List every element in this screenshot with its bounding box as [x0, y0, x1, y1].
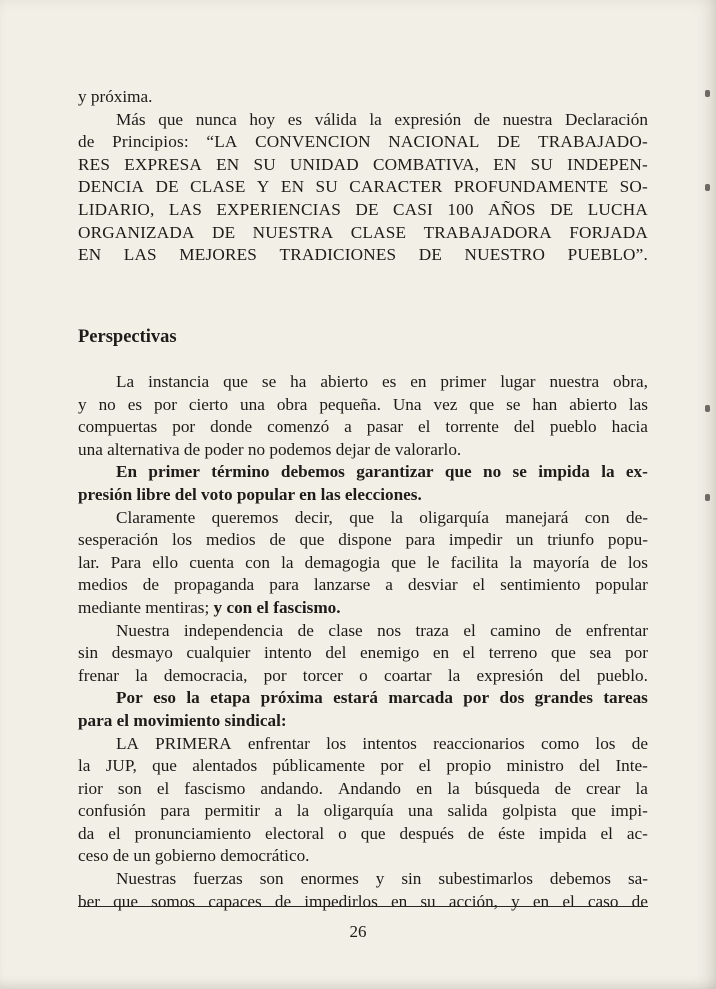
text-segment-bold: y con el fascismo. [213, 597, 341, 617]
section-heading: Perspectivas [78, 327, 177, 347]
text-line: RES EXPRESA EN SU UNIDAD COMBATIVA, EN SU INDEPEN- [78, 154, 648, 174]
text-line: ceso de un gobierno democrático. [78, 846, 310, 866]
text-line-bold: En primer término debemos garantizar que no se impida la ex- [116, 462, 648, 482]
text-line-bold: para el movimiento sindical: [78, 710, 287, 730]
text-line-mixed [78, 597, 648, 620]
text-line: confusión para permitir a la oligarquía una salida golpista que impi- [78, 801, 648, 821]
edge-mark [705, 494, 710, 501]
text-line: rior son el fascismo andando. Andando en la búsqueda de crear la [78, 778, 648, 798]
text-line: Claramente queremos decir, que la oligarquía manejará con de- [116, 507, 648, 527]
text-line: compuertas por donde comenzó a pasar el torrente del pueblo hacia [78, 417, 648, 437]
text-line: EN LAS MEJORES TRADICIONES DE NUESTRO PUEBLO”. [78, 245, 648, 265]
text-line: da el pronunciamiento electoral o que después de éste impida el ac- [78, 823, 648, 843]
text-line: Nuestra independencia de clase nos traza el camino de enfrentar [116, 620, 648, 640]
text-line: y próxima. [78, 87, 153, 106]
text-line: ber que somos capaces de impedirlos en su acción, y en el caso de [78, 891, 648, 911]
text-line: Nuestras fuerzas son enormes y sin subestimarlos debemos sa- [116, 869, 648, 889]
text-line-bold: presión libre del voto popular en las elecciones. [78, 484, 422, 504]
page-number: 26 [349, 922, 367, 941]
footer-rule [78, 906, 648, 907]
text-line: y no es por cierto una obra pequeña. Una vez que se han abierto las [78, 394, 648, 414]
text-segment: mediante mentiras; [78, 597, 210, 617]
text-line-bold: Por eso la etapa próxima estará marcada por dos grandes tareas [116, 688, 648, 708]
text-line: LA PRIMERA enfrentar los intentos reaccionarios como los de [116, 733, 648, 753]
body-text-bottom [78, 371, 648, 913]
text-line: frenar la democracia, por torcer o coartar la expresión del pueblo. [78, 665, 648, 685]
edge-mark [705, 90, 710, 97]
text-line: DENCIA DE CLASE Y EN SU CARACTER PROFUNDAMENTE SO- [78, 177, 648, 197]
text-line: sesperación los medios de que dispone para impedir un triunfo popu- [78, 530, 648, 550]
text-line: la JUP, que alentados públicamente por el propio ministro del Inte- [78, 756, 648, 776]
text-line: Más que nunca hoy es válida la expresión de nuestra Declaración [116, 109, 648, 129]
text-line: sin desmayo cualquier intento del enemigo en el terreno que sea por [78, 643, 648, 663]
edge-mark [705, 184, 710, 191]
text-line: de Principios: “LA CONVENCION NACIONAL DE TRABAJADO- [78, 132, 648, 152]
text-line: La instancia que se ha abierto es en primer lugar nuestra obra, [116, 372, 648, 391]
text-line: ORGANIZADA DE NUESTRA CLASE TRABAJADORA FORJADA [78, 222, 648, 242]
body-text-top [78, 86, 648, 267]
text-line: LIDARIO, LAS EXPERIENCIAS DE CASI 100 AÑOS DE LUCHA [78, 199, 648, 219]
text-line: una alternativa de poder no podemos dejar de valorarlo. [78, 439, 462, 459]
text-line: lar. Para ello cuenta con la demagogia que le facilita la mayoría de los [78, 552, 648, 572]
edge-mark [705, 405, 710, 412]
text-line: medios de propaganda para lanzarse a desviar el sentimiento popular [78, 575, 648, 595]
